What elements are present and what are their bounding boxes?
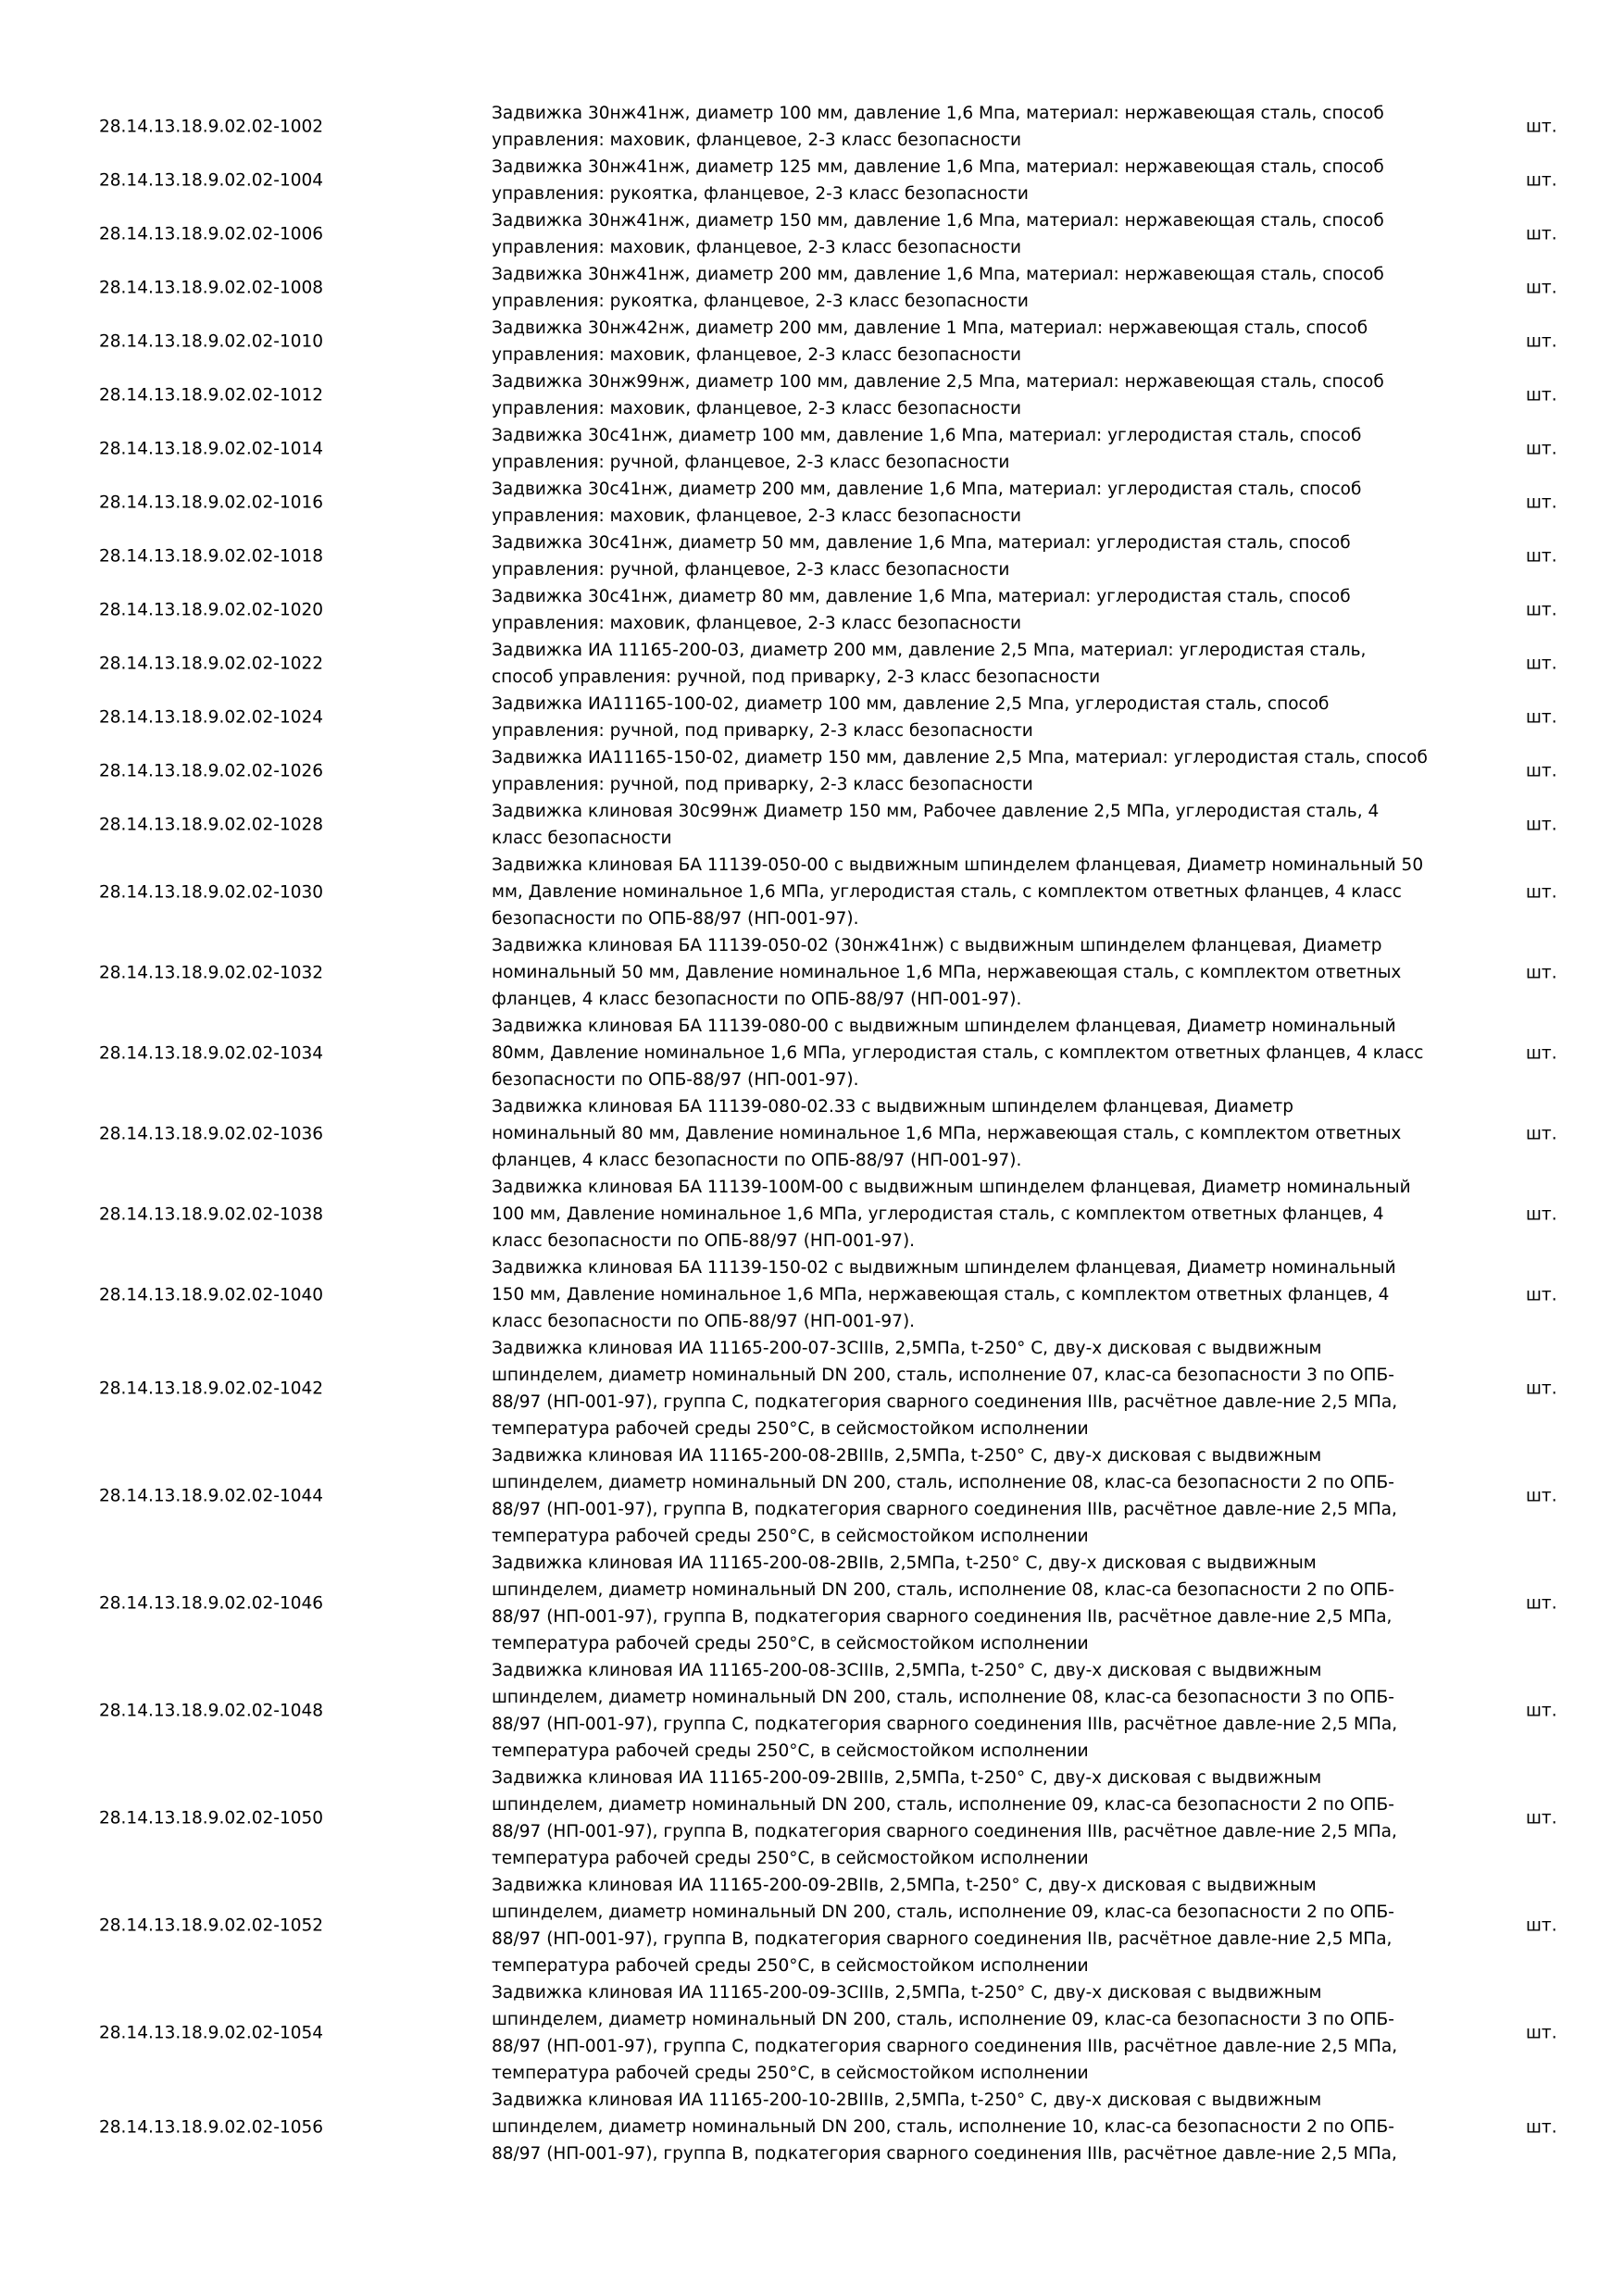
item-unit: шт. <box>1526 1379 1557 1399</box>
item-unit: шт. <box>1526 1701 1557 1721</box>
item-code: 28.14.13.18.9.02.02-1036 <box>99 1124 324 1143</box>
item-description <box>492 637 1455 691</box>
description-line: Задвижка 30нж41нж, диаметр 200 мм, давление 1,6 Мпа, материал: нержавеющая сталь, способ <box>492 265 1384 284</box>
description-line: Задвижка клиновая БА 11139-050-00 с выдвижным шпинделем фланцевая, Диаметр номинальный 50 <box>492 855 1424 875</box>
item-description <box>492 1979 1455 2087</box>
description-line: шпинделем, диаметр номинальный DN 200, сталь, исполнение 07, клас-са безопасности 3 по ОПБ- <box>492 1366 1394 1385</box>
description-line: управления: рукоятка, фланцевое, 2-3 класс безопасности <box>492 292 1029 311</box>
item-code: 28.14.13.18.9.02.02-1018 <box>99 546 324 567</box>
item-code: 28.14.13.18.9.02.02-1040 <box>99 1285 324 1304</box>
item-code: 28.14.13.18.9.02.02-1028 <box>99 815 324 835</box>
table-row <box>0 315 1624 368</box>
item-code: 28.14.13.18.9.02.02-1030 <box>99 882 324 902</box>
item-code: 28.14.13.18.9.02.02-1004 <box>99 170 324 191</box>
item-unit: шт. <box>1526 1285 1557 1304</box>
description-line: 150 мм, Давление номинальное 1,6 МПа, нержавеющая сталь, с комплектом ответных фланцев, 4 <box>492 1285 1390 1304</box>
item-unit: шт. <box>1526 385 1557 406</box>
description-line: Задвижка 30нж41нж, диаметр 100 мм, давление 1,6 Мпа, материал: нержавеющая сталь, способ <box>492 104 1384 123</box>
description-line: безопасности по ОПБ-88/97 (НП-001-97). <box>492 1070 859 1090</box>
description-line: управления: ручной, под приварку, 2-3 класс безопасности <box>492 721 1033 741</box>
description-line: Задвижка клиновая ИА 11165-200-10-2ВIIIв, 2,5МПа, t-250° С, дву-х дисковая с выдвижным <box>492 2090 1322 2110</box>
description-line: управления: ручной, фланцевое, 2-3 класс безопасности <box>492 453 1010 472</box>
item-description <box>492 691 1455 744</box>
item-description <box>492 1657 1455 1765</box>
item-unit: шт. <box>1526 493 1557 513</box>
item-unit: шт. <box>1526 600 1557 620</box>
item-unit: шт. <box>1526 815 1557 835</box>
description-line: Задвижка клиновая ИА 11165-200-09-3СIIIв, 2,5МПа, t-250° С, дву-х дисковая с выдвижным <box>492 1983 1322 2003</box>
description-line: шпинделем, диаметр номинальный DN 200, сталь, исполнение 09, клас-са безопасности 2 по ОПБ- <box>492 1903 1394 1922</box>
description-line: температура рабочей среды 250°С, в сейсмостойком исполнении <box>492 1849 1089 1868</box>
description-line: 88/97 (НП-001-97), группа В, подкатегория сварного соединения IIIв, расчётное давле-ние 2,5 МПа, <box>492 2144 1397 2164</box>
item-code: 28.14.13.18.9.02.02-1014 <box>99 439 324 459</box>
description-line: температура рабочей среды 250°С, в сейсмостойком исполнении <box>492 1956 1089 1976</box>
item-unit: шт. <box>1526 963 1557 982</box>
description-line: управления: маховик, фланцевое, 2-3 класс безопасности <box>492 238 1022 257</box>
description-line: управления: маховик, фланцевое, 2-3 класс безопасности <box>492 399 1022 418</box>
item-description <box>492 1254 1455 1335</box>
description-line: Задвижка ИА 11165-200-03, диаметр 200 мм, давление 2,5 Мпа, материал: углеродистая сталь, <box>492 641 1367 660</box>
description-line: шпинделем, диаметр номинальный DN 200, сталь, исполнение 09, клас-са безопасности 2 по ОПБ- <box>492 1795 1394 1815</box>
item-unit: шт. <box>1526 1043 1557 1063</box>
item-description <box>492 932 1455 1013</box>
description-line: шпинделем, диаметр номинальный DN 200, сталь, исполнение 08, клас-са безопасности 2 по ОПБ- <box>492 1580 1394 1600</box>
item-description <box>492 100 1455 154</box>
description-line: температура рабочей среды 250°С, в сейсмостойком исполнении <box>492 1741 1089 1761</box>
description-line: Задвижка 30нж42нж, диаметр 200 мм, давление 1 Мпа, материал: нержавеющая сталь, способ <box>492 318 1368 338</box>
description-line: Задвижка клиновая БА 11139-080-00 с выдвижным шпинделем фланцевая, Диаметр номинальный <box>492 1017 1396 1036</box>
item-unit: шт. <box>1526 1124 1557 1143</box>
description-line: управления: ручной, фланцевое, 2-3 класс безопасности <box>492 560 1010 580</box>
item-unit: шт. <box>1526 707 1557 728</box>
description-line: номинальный 50 мм, Давление номинальное 1,6 МПа, нержавеющая сталь, с комплектом ответных <box>492 963 1402 982</box>
item-code: 28.14.13.18.9.02.02-1006 <box>99 224 324 244</box>
item-description <box>492 261 1455 315</box>
item-code: 28.14.13.18.9.02.02-1012 <box>99 385 324 406</box>
table-row <box>0 154 1624 207</box>
item-code: 28.14.13.18.9.02.02-1024 <box>99 707 324 728</box>
description-line: Задвижка 30с41нж, диаметр 50 мм, давление 1,6 Мпа, материал: углеродистая сталь, способ <box>492 533 1351 553</box>
table-row <box>0 207 1624 261</box>
table-row <box>0 476 1624 530</box>
item-description <box>492 476 1455 530</box>
table-row <box>0 744 1624 798</box>
description-line: Задвижка клиновая БА 11139-050-02 (30нж41нж) с выдвижным шпинделем фланцевая, Диаметр <box>492 936 1382 955</box>
table-row <box>0 691 1624 744</box>
table-row <box>0 530 1624 583</box>
table-row <box>0 932 1624 1013</box>
item-code: 28.14.13.18.9.02.02-1046 <box>99 1593 324 1614</box>
description-line: шпинделем, диаметр номинальный DN 200, сталь, исполнение 10, клас-са безопасности 2 по ОПБ- <box>492 2117 1394 2137</box>
description-line: Задвижка ИА11165-100-02, диаметр 100 мм, давление 2,5 Мпа, углеродистая сталь, способ <box>492 694 1330 714</box>
item-code: 28.14.13.18.9.02.02-1052 <box>99 1915 324 1936</box>
description-line: мм, Давление номинальное 1,6 МПа, углеродистая сталь, с комплектом ответных фланцев, 4 класс <box>492 882 1402 902</box>
description-line: Задвижка 30нж41нж, диаметр 125 мм, давление 1,6 Мпа, материал: нержавеющая сталь, способ <box>492 157 1384 177</box>
description-line: Задвижка клиновая ИА 11165-200-08-2ВIIв, 2,5МПа, t-250° С, дву-х дисковая с выдвижным <box>492 1554 1317 1573</box>
description-line: класс безопасности <box>492 829 672 848</box>
description-line: Задвижка клиновая БА 11139-080-02.33 с выдвижным шпинделем фланцевая, Диаметр <box>492 1097 1293 1117</box>
table-row <box>0 1093 1624 1174</box>
item-code: 28.14.13.18.9.02.02-1044 <box>99 1486 324 1506</box>
item-code: 28.14.13.18.9.02.02-1026 <box>99 761 324 781</box>
description-line: Задвижка клиновая ИА 11165-200-09-2ВIIIв, 2,5МПа, t-250° С, дву-х дисковая с выдвижным <box>492 1768 1322 1788</box>
table-row <box>0 368 1624 422</box>
description-line: безопасности по ОПБ-88/97 (НП-001-97). <box>492 909 859 929</box>
item-description <box>492 154 1455 207</box>
item-code: 28.14.13.18.9.02.02-1034 <box>99 1043 324 1063</box>
table-row <box>0 2087 1624 2167</box>
table-row <box>0 100 1624 154</box>
description-line: Задвижка клиновая ИА 11165-200-07-3СIIIв, 2,5МПа, t-250° С, дву-х дисковая с выдвижным <box>492 1339 1322 1358</box>
item-description <box>492 1335 1455 1442</box>
item-code: 28.14.13.18.9.02.02-1050 <box>99 1808 324 1828</box>
description-line: 88/97 (НП-001-97), группа С, подкатегория сварного соединения IIIв, расчётное давле-ние 2,5 МПа, <box>492 2037 1398 2056</box>
description-line: температура рабочей среды 250°С, в сейсмостойком исполнении <box>492 1634 1089 1653</box>
item-description <box>492 2087 1455 2167</box>
description-line: шпинделем, диаметр номинальный DN 200, сталь, исполнение 08, клас-са безопасности 3 по ОПБ- <box>492 1688 1394 1707</box>
description-line: температура рабочей среды 250°С, в сейсмостойком исполнении <box>492 1419 1089 1439</box>
description-line: Задвижка клиновая БА 11139-100М-00 с выдвижным шпинделем фланцевая, Диаметр номинальный <box>492 1178 1411 1197</box>
item-code: 28.14.13.18.9.02.02-1056 <box>99 2117 324 2137</box>
description-line: температура рабочей среды 250°С, в сейсмостойком исполнении <box>492 2064 1089 2083</box>
item-description <box>492 744 1455 798</box>
description-line: управления: маховик, фланцевое, 2-3 класс безопасности <box>492 345 1022 365</box>
item-description <box>492 852 1455 932</box>
table-row <box>0 422 1624 476</box>
item-unit: шт. <box>1526 761 1557 781</box>
table-row <box>0 1765 1624 1872</box>
table-row <box>0 1174 1624 1254</box>
description-line: Задвижка клиновая ИА 11165-200-08-2ВIIIв, 2,5МПа, t-250° С, дву-х дисковая с выдвижным <box>492 1446 1322 1466</box>
description-line: управления: маховик, фланцевое, 2-3 класс безопасности <box>492 614 1022 633</box>
description-line: способ управления: ручной, под приварку, 2-3 класс безопасности <box>492 668 1101 687</box>
item-description <box>492 207 1455 261</box>
item-code: 28.14.13.18.9.02.02-1054 <box>99 2023 324 2043</box>
description-line: 100 мм, Давление номинальное 1,6 МПа, углеродистая сталь, с комплектом ответных фланцев, 4 <box>492 1204 1384 1224</box>
item-code: 28.14.13.18.9.02.02-1042 <box>99 1379 324 1399</box>
item-description <box>492 798 1455 852</box>
item-unit: шт. <box>1526 654 1557 674</box>
description-line: Задвижка 30нж99нж, диаметр 100 мм, давление 2,5 Мпа, материал: нержавеющая сталь, способ <box>492 372 1384 392</box>
item-description <box>492 583 1455 637</box>
item-unit: шт. <box>1526 2117 1557 2137</box>
item-description <box>492 1550 1455 1657</box>
item-description <box>492 1765 1455 1872</box>
table-row <box>0 1979 1624 2087</box>
description-line: фланцев, 4 класс безопасности по ОПБ-88/97 (НП-001-97). <box>492 1151 1022 1170</box>
description-line: Задвижка 30с41нж, диаметр 80 мм, давление 1,6 Мпа, материал: углеродистая сталь, способ <box>492 587 1351 606</box>
item-description <box>492 1442 1455 1550</box>
description-line: Задвижка клиновая БА 11139-150-02 с выдвижным шпинделем фланцевая, Диаметр номинальный <box>492 1258 1396 1278</box>
description-line: Задвижка клиновая ИА 11165-200-08-3СIIIв, 2,5МПа, t-250° С, дву-х дисковая с выдвижным <box>492 1661 1322 1680</box>
description-line: 88/97 (НП-001-97), группа С, подкатегория сварного соединения IIIв, расчётное давле-ние 2,5 МПа, <box>492 1392 1398 1412</box>
item-code: 28.14.13.18.9.02.02-1048 <box>99 1701 324 1721</box>
description-line: шпинделем, диаметр номинальный DN 200, сталь, исполнение 09, клас-са безопасности 3 по ОПБ- <box>492 2010 1394 2029</box>
table-row <box>0 1013 1624 1093</box>
description-line: 88/97 (НП-001-97), группа В, подкатегория сварного соединения IIIв, расчётное давле-ние 2,5 МПа, <box>492 1500 1397 1519</box>
description-line: Задвижка 30нж41нж, диаметр 150 мм, давление 1,6 Мпа, материал: нержавеющая сталь, способ <box>492 211 1384 231</box>
table-row <box>0 1550 1624 1657</box>
item-code: 28.14.13.18.9.02.02-1008 <box>99 278 324 298</box>
item-unit: шт. <box>1526 1808 1557 1828</box>
table-row <box>0 798 1624 852</box>
item-description <box>492 530 1455 583</box>
description-line: управления: маховик, фланцевое, 2-3 класс безопасности <box>492 131 1022 150</box>
item-code: 28.14.13.18.9.02.02-1038 <box>99 1204 324 1224</box>
description-line: температура рабочей среды 250°С, в сейсмостойком исполнении <box>492 1527 1089 1546</box>
table-row <box>0 637 1624 691</box>
table-row <box>0 583 1624 637</box>
item-unit: шт. <box>1526 2023 1557 2043</box>
item-unit: шт. <box>1526 170 1557 191</box>
description-line: Задвижка ИА11165-150-02, диаметр 150 мм, давление 2,5 Мпа, материал: углеродистая сталь, способ <box>492 748 1428 767</box>
item-code: 28.14.13.18.9.02.02-1002 <box>99 117 324 137</box>
description-line: управления: маховик, фланцевое, 2-3 класс безопасности <box>492 506 1022 526</box>
table-row <box>0 1254 1624 1335</box>
description-line: 88/97 (НП-001-97), группа В, подкатегория сварного соединения IIIв, расчётное давле-ние 2,5 МПа, <box>492 1822 1397 1841</box>
description-line: Задвижка 30с41нж, диаметр 200 мм, давление 1,6 Мпа, материал: углеродистая сталь, способ <box>492 480 1362 499</box>
description-line: Задвижка клиновая 30с99нж Диаметр 150 мм, Рабочее давление 2,5 МПа, углеродистая сталь, 4 <box>492 802 1380 821</box>
description-line: номинальный 80 мм, Давление номинальное 1,6 МПа, нержавеющая сталь, с комплектом ответных <box>492 1124 1402 1143</box>
item-unit: шт. <box>1526 1486 1557 1506</box>
item-description <box>492 1174 1455 1254</box>
table-row <box>0 852 1624 932</box>
description-line: управления: ручной, под приварку, 2-3 класс безопасности <box>492 775 1033 794</box>
price-table <box>0 100 1624 2167</box>
description-line: 88/97 (НП-001-97), группа В, подкатегория сварного соединения IIв, расчётное давле-ние 2,5 МПа, <box>492 1929 1393 1949</box>
description-line: класс безопасности по ОПБ-88/97 (НП-001-97). <box>492 1231 916 1251</box>
item-description <box>492 1013 1455 1093</box>
description-line: Задвижка 30с41нж, диаметр 100 мм, давление 1,6 Мпа, материал: углеродистая сталь, способ <box>492 426 1362 445</box>
item-unit: шт. <box>1526 117 1557 137</box>
item-description <box>492 422 1455 476</box>
table-row <box>0 1335 1624 1442</box>
item-description <box>492 1872 1455 1979</box>
item-description <box>492 368 1455 422</box>
item-unit: шт. <box>1526 1204 1557 1224</box>
description-line: шпинделем, диаметр номинальный DN 200, сталь, исполнение 08, клас-са безопасности 2 по ОПБ- <box>492 1473 1394 1492</box>
description-line: класс безопасности по ОПБ-88/97 (НП-001-97). <box>492 1312 916 1331</box>
description-line: 88/97 (НП-001-97), группа В, подкатегория сварного соединения IIв, расчётное давле-ние 2,5 МПа, <box>492 1607 1393 1627</box>
item-unit: шт. <box>1526 224 1557 244</box>
table-row <box>0 1872 1624 1979</box>
item-unit: шт. <box>1526 882 1557 902</box>
item-code: 28.14.13.18.9.02.02-1010 <box>99 331 324 352</box>
item-unit: шт. <box>1526 1593 1557 1614</box>
item-code: 28.14.13.18.9.02.02-1016 <box>99 493 324 513</box>
description-line: Задвижка клиновая ИА 11165-200-09-2ВIIв, 2,5МПа, t-250° С, дву-х дисковая с выдвижным <box>492 1876 1317 1895</box>
description-line: фланцев, 4 класс безопасности по ОПБ-88/97 (НП-001-97). <box>492 990 1022 1009</box>
item-unit: шт. <box>1526 546 1557 567</box>
item-description <box>492 315 1455 368</box>
item-unit: шт. <box>1526 1915 1557 1936</box>
item-code: 28.14.13.18.9.02.02-1032 <box>99 963 324 982</box>
item-unit: шт. <box>1526 439 1557 459</box>
description-line: 80мм, Давление номинальное 1,6 МПа, углеродистая сталь, с комплектом ответных фланцев, 4 класс <box>492 1043 1424 1063</box>
description-line: управления: рукоятка, фланцевое, 2-3 класс безопасности <box>492 184 1029 204</box>
description-line: 88/97 (НП-001-97), группа С, подкатегория сварного соединения IIIв, расчётное давле-ние 2,5 МПа, <box>492 1715 1398 1734</box>
item-unit: шт. <box>1526 278 1557 298</box>
table-row <box>0 261 1624 315</box>
table-row <box>0 1442 1624 1550</box>
item-code: 28.14.13.18.9.02.02-1022 <box>99 654 324 674</box>
item-code: 28.14.13.18.9.02.02-1020 <box>99 600 324 620</box>
item-description <box>492 1093 1455 1174</box>
item-unit: шт. <box>1526 331 1557 352</box>
table-row <box>0 1657 1624 1765</box>
